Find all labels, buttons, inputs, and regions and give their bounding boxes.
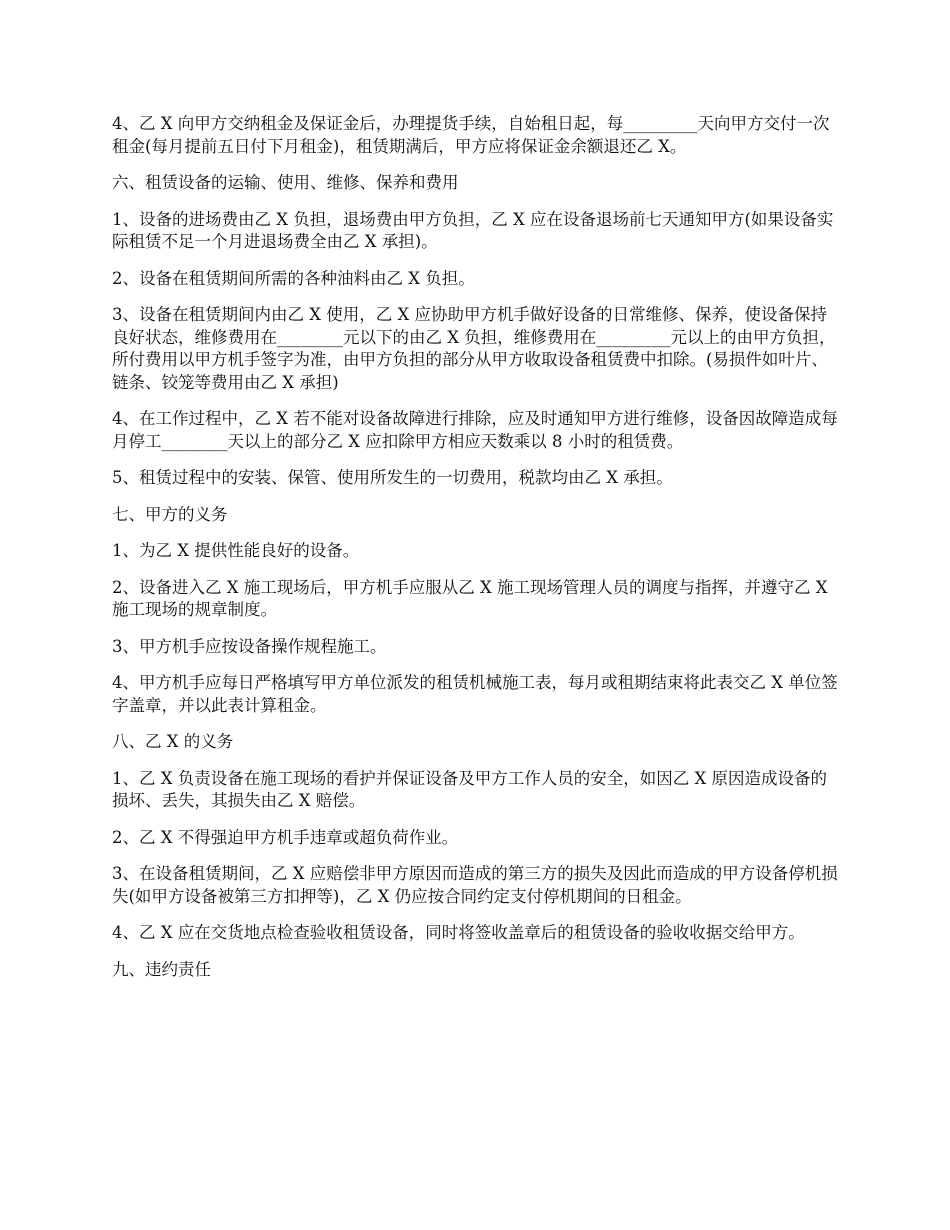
- clause-6-1-entry-exit-fees: 1、设备的进场费由乙 X 负担，退场费由甲方负担，乙 X 应在设备退场前七天通知甲方(如果设备实际租赁不足一个月进退场费全由乙 X 承担)。: [112, 209, 834, 251]
- clause-6-5-costs-taxes: 5、租赁过程中的安装、保管、使用所发生的一切费用，税款均由乙 X 承担。: [112, 468, 673, 487]
- clause-8-2: 2、乙 X 不得强迫甲方机手违章或超负荷作业。: [112, 827, 459, 847]
- clause-8-1: 1、乙 X 负责设备在施工现场的看护并保证设备及甲方工作人员的安全，如因乙 X 原因造成设备的损坏、丢失，其损失由乙 X 赔偿。: [112, 768, 827, 810]
- section-heading-6: 六、租赁设备的运输、使用、维修、保养和费用: [112, 173, 459, 192]
- clause-7-1: 1、为乙 X 提供性能良好的设备。: [112, 541, 360, 560]
- clause-6-3-maintenance: 3、设备在租赁期间内由乙 X 使用，乙 X 应协助甲方机手做好设备的日常维修、保养，使设备保持良好状态，维修费用在________元以下的由乙 X 负担，维修费用在_________元以上的由甲方负担，所付费用以甲方机手签字为准，由甲方负担的部分从甲方收取设备租赁费中扣除。(易损件如叶片、链条、铰笼等费用由乙 X 承担): [112, 305, 836, 392]
- section-heading-9: 九、违约责任: [112, 959, 211, 979]
- clause-8-3: 3、在设备租赁期间，乙 X 应赔偿非甲方原因而造成的第三方的损失及因此而造成的甲方设备停机损失(如甲方设备被第三方扣押等)，乙 X 仍应按合同约定支付停机期间的日租金。: [112, 864, 838, 906]
- clause-6-2-fuel: 2、设备在租赁期间所需的各种油料由乙 X 负担。: [112, 268, 475, 288]
- clause-7-4: 4、甲方机手应每日严格填写甲方单位派发的租赁机械施工表，每月或租期结束将此表交乙 X 单位签字盖章，并以此表计算租金。: [112, 673, 838, 715]
- clause-6-4-breakdown: 4、在工作过程中，乙 X 若不能对设备故障进行排除，应及时通知甲方进行维修，设备因故障造成每月停工________天以上的部分乙 X 应扣除甲方相应天数乘以 8 小时的租赁费。: [112, 409, 838, 451]
- clause-7-3: 3、甲方机手应按设备操作规程施工。: [112, 636, 387, 656]
- document-body: [112, 113, 842, 995]
- section-heading-8: 八、乙 X 的义务: [112, 732, 234, 751]
- clause-5-4-rent-payment: 4、乙 X 向甲方交纳租金及保证金后，办理提货手续，自始租日起，每_________天向甲方交付一次租金(每月提前五日付下月租金)，租赁期满后，甲方应将保证金余额退还乙 X。: [112, 114, 830, 156]
- clause-8-4: 4、乙 X 应在交货地点检查验收租赁设备，同时将签收盖章后的租赁设备的验收收据交给甲方。: [112, 923, 805, 942]
- section-heading-7: 七、甲方的义务: [112, 504, 228, 524]
- clause-7-2: 2、设备进入乙 X 施工现场后，甲方机手应服从乙 X 施工现场管理人员的调度与指挥，并遵守乙 X 施工现场的规章制度。: [112, 577, 828, 619]
